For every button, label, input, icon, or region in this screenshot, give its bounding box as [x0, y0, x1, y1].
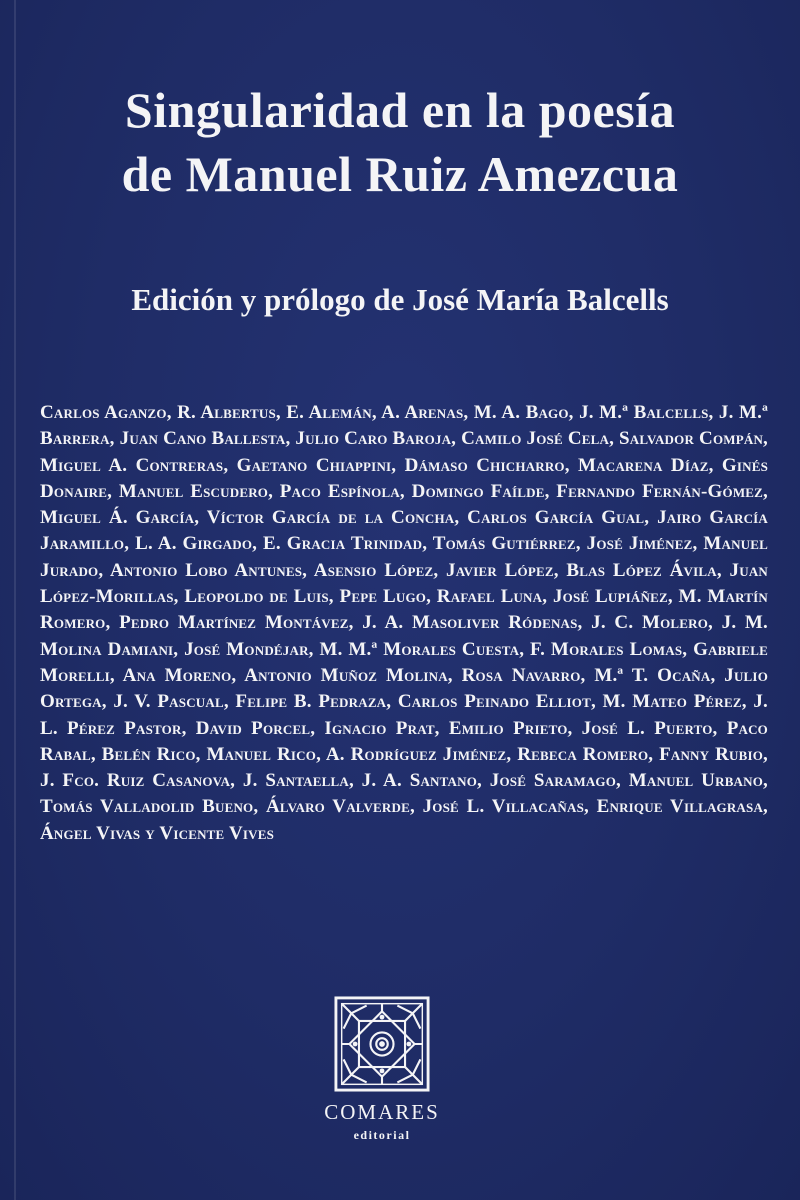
geometric-star-tile-icon: [334, 996, 430, 1092]
publisher-imprint: editorial: [353, 1128, 411, 1142]
title-line-2: de Manuel Ruiz Amezcua: [121, 146, 679, 202]
contributors-list: Carlos Aganzo, R. Albertus, E. Alemán, A. Arenas, M. A. Bago, J. M.ª Balcells, J. M.ª Barrera, Juan Cano Ballesta, Julio Caro Baroja, Camilo José Cela, Salvador Compán, Miguel A. Contreras, Gaetano Chiappini, Dámaso Chicharro, Macarena Díaz, Ginés Donaire, Manuel Escudero, Paco Espínola, Domingo Faílde, Fernando Fernán-Gómez, Miguel Á. García, Víctor García de la Concha, Carlos García Gual, Jairo García Jaramillo, L. A. Girgado, E. Gracia Trinidad, Tomás Gutiérrez, José Jiménez, Manuel Jurado, Antonio Lobo Antunes, Asensio López, Javier López, Blas López Ávila, Juan López-Morillas, Leopoldo de Luis, Pepe Lugo, Rafael Luna, José Lupiáñez, M. Martín Romero, Pedro Martínez Montávez, J. A. Masoliver Ródenas, J. C. Molero, J. M. Molina Damiani, José Mondéjar, M. M.ª Morales Cuesta, F. Morales Lomas, Gabriele Morelli, Ana Moreno, Antonio Muñoz Molina, Rosa Navarro, M.ª T. Ocaña, Julio Ortega, J. V. Pascual, Felipe B. Pedraza, Carlos Peinado Elliot, M. Mateo Pérez, J. L. Pérez Pastor, David Porcel, Ignacio Prat, Emilio Prieto, José L. Puerto, Paco Rabal, Belén Rico, Manuel Rico, A. Rodríguez Jiménez, Rebeca Romero, Fanny Rubio, J. Fco. Ruiz Casanova, J. Santaella, J. A. Santano, José Saramago, Manuel Urbano, Tomás Valladolid Bueno, Álvaro Valverde, José L. Villacañas, Enrique Villagrasa, Ángel Vivas y Vicente Vives: [40, 402, 769, 844]
book-title: [0, 78, 800, 206]
title-line-1: Singularidad en la poesía: [124, 82, 676, 138]
publisher-name: COMARES: [324, 1100, 440, 1124]
book-subtitle: Edición y prólogo de José María Balcells: [131, 282, 669, 317]
